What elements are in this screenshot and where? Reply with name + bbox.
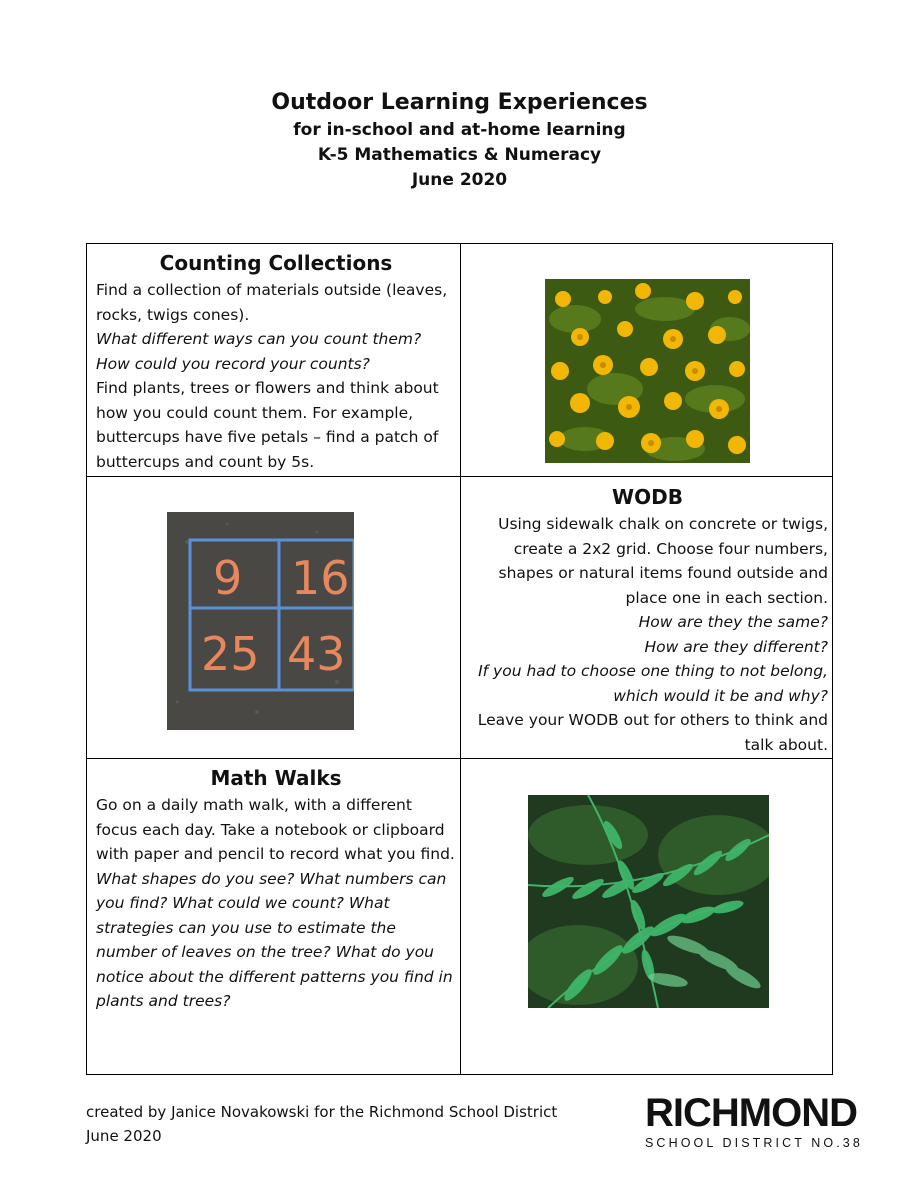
fern-photo	[528, 795, 769, 1008]
wodb-title: WODB	[612, 485, 683, 509]
counting-collections-cell	[96, 248, 456, 474]
math-walks-intro: Go on a daily math walk, with a different focus each day. Take a notebook or clipboard with paper and pencil to record what you find.	[96, 796, 455, 863]
chalk-number-16: 16	[291, 551, 350, 605]
counting-collections-question-2: How could you record your counts?	[96, 354, 370, 373]
wodb-chalk-photo	[167, 512, 354, 730]
buttercups-photo	[545, 279, 750, 463]
wodb-closing: Leave your WODB out for others to think and talk about.	[477, 711, 828, 754]
counting-collections-intro: Find a collection of materials outside (leaves, rocks, twigs cones).	[96, 281, 448, 324]
table-divider-vertical	[460, 244, 461, 1074]
math-walks-title: Math Walks	[210, 766, 342, 790]
math-walks-cell	[96, 763, 456, 1014]
chalk-number-43: 43	[287, 627, 346, 681]
wodb-chalk-image	[167, 512, 354, 730]
fern-image	[528, 795, 769, 1008]
wodb-question-2: How are they different?	[644, 637, 828, 656]
table-divider-row2	[87, 758, 832, 759]
footer-date: June 2020	[86, 1127, 162, 1145]
counting-collections-title: Counting Collections	[159, 251, 393, 275]
richmond-logo	[645, 1091, 863, 1150]
chalk-number-25: 25	[201, 627, 260, 681]
activity-table	[86, 243, 833, 1075]
chalk-number-9: 9	[213, 551, 243, 605]
document-date: June 2020	[411, 170, 508, 190]
wodb-cell	[467, 482, 828, 757]
table-divider-row1	[87, 476, 832, 477]
document-title: Outdoor Learning Experiences	[271, 90, 648, 115]
wodb-question-3: If you had to choose one thing to not belong, which would it be and why?	[478, 662, 828, 705]
document-footer	[86, 1100, 557, 1148]
math-walks-questions: What shapes do you see? What numbers can you find? What could we count? What strategies can you use to estimate the number of leaves on the tree? What do you notice about the different patterns you find in plants and trees?	[96, 869, 453, 1010]
buttercups-image	[545, 279, 750, 463]
wodb-question-1: How are they the same?	[638, 613, 828, 631]
logo-district: SCHOOL DISTRICT NO.38	[645, 1136, 863, 1150]
counting-collections-question-1: What different ways can you count them?	[96, 330, 422, 348]
logo-wordmark: RICHMOND	[645, 1091, 857, 1135]
footer-credit: created by Janice Novakowski for the Richmond School District	[86, 1103, 558, 1121]
document-subtitle: for in-school and at-home learning	[293, 120, 626, 140]
document-header	[0, 88, 919, 193]
wodb-instructions: Using sidewalk chalk on concrete or twigs, create a 2x2 grid. Choose four numbers, shapes or natural items found outside and place one in each section.	[498, 515, 828, 607]
document-subject: K-5 Mathematics & Numeracy	[317, 145, 602, 165]
counting-collections-plants: Find plants, trees or flowers and think about how you could count them. For example, buttercups have five petals – find a patch of buttercups and count by 5s.	[96, 379, 439, 471]
